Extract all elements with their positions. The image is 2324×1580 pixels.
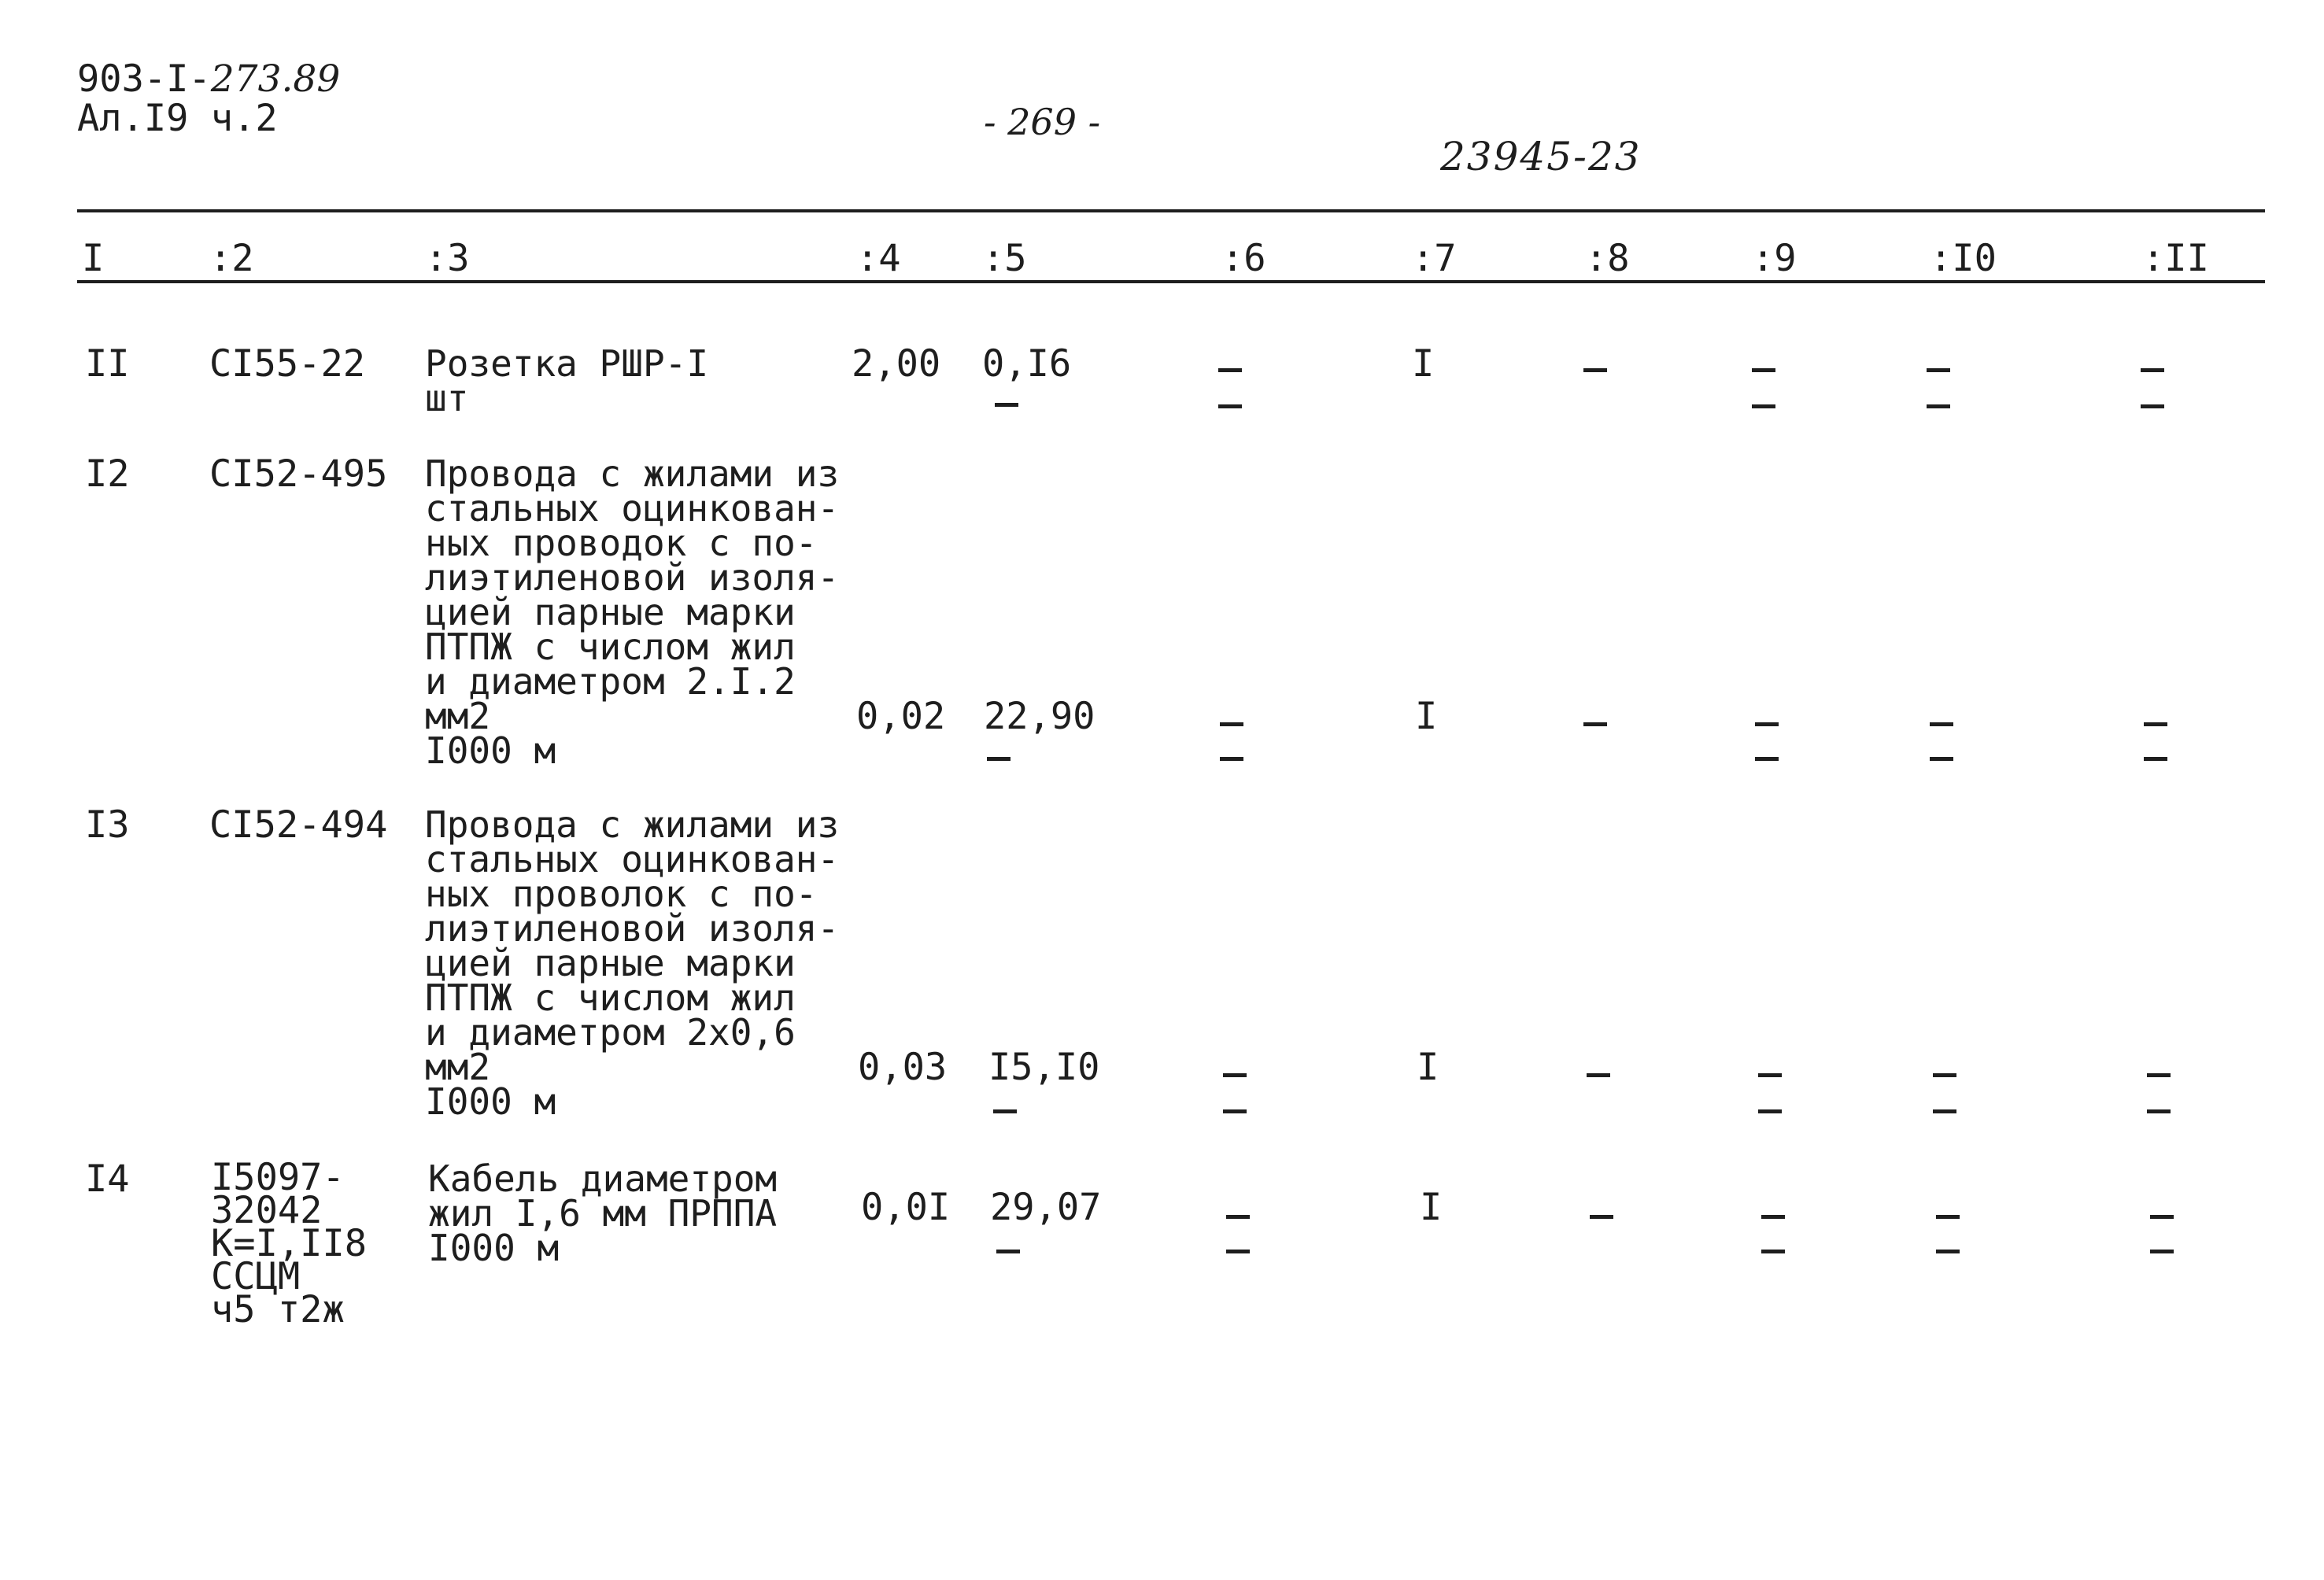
dash-mark (1223, 1109, 1247, 1113)
dash-mark (1930, 722, 1953, 726)
row-number: I4 (85, 1157, 130, 1201)
sheet-code: 23945-23 (1440, 134, 1642, 179)
dash-mark (1218, 368, 1242, 372)
dash-mark (995, 403, 1018, 407)
row-col5: I5,I0 (988, 1046, 1100, 1089)
dash-mark (1936, 1250, 1960, 1253)
dash-mark (2150, 1250, 2174, 1253)
dash-mark (1590, 1215, 1613, 1219)
dash-mark (1758, 1073, 1782, 1077)
row-number: I2 (85, 452, 130, 496)
dash-mark (1927, 404, 1950, 408)
row-number: I3 (85, 803, 130, 847)
column-header-9: :9 (1752, 237, 1797, 280)
dash-mark (1223, 1073, 1247, 1077)
album-label: Ал.I9 ч.2 (77, 97, 278, 140)
dash-mark (1933, 1073, 1956, 1077)
column-header-2: :2 (209, 237, 254, 280)
row-code: CI55-22 (209, 342, 366, 386)
row-col5: 29,07 (990, 1186, 1102, 1229)
row-description: Розетка РШР-I шт (425, 342, 709, 419)
dash-mark (2147, 1073, 2171, 1077)
table-header-rule (77, 280, 2265, 283)
dash-mark (2144, 722, 2167, 726)
row-description: Кабель диаметром жил I,6 мм ПРППА I000 м (428, 1157, 778, 1269)
dash-mark (1226, 1215, 1250, 1219)
row-code: CI52-495 (209, 452, 388, 496)
row-col7: I (1417, 1046, 1439, 1089)
column-header-7: :7 (1412, 237, 1457, 280)
row-col7: I (1415, 695, 1438, 738)
dash-mark (1218, 404, 1242, 408)
table-top-rule (77, 209, 2265, 212)
row-col4: 2,00 (852, 342, 941, 386)
column-header-1: I (82, 237, 105, 280)
column-header-8: :8 (1585, 237, 1630, 280)
row-description: Провода с жилами из стальных оцинкован- ных проволок с по- лиэтиленовой изоля- цией парные марки ПТПЖ с числом жил и диаметром 2х0,6 мм2 I000 м (425, 803, 840, 1123)
row-col4: 0,03 (858, 1046, 948, 1089)
column-header-5: :5 (982, 237, 1027, 280)
document-code-handwritten: 273.89 (210, 57, 341, 101)
dash-mark (1755, 722, 1779, 726)
dash-mark (1936, 1215, 1960, 1219)
dash-mark (1752, 404, 1775, 408)
document-code: 903-I-273.89 (77, 57, 341, 101)
column-header-10: :I0 (1930, 237, 1997, 280)
row-description: Провода с жилами из стальных оцинкован- ных проводок с по- лиэтиленовой изоля- цией парные марки ПТПЖ с числом жил и диаметром 2.I.2 мм2 I000 м (425, 452, 840, 772)
dash-mark (2141, 368, 2164, 372)
column-header-11: :II (2142, 237, 2209, 280)
dash-mark (1220, 722, 1243, 726)
column-header-4: :4 (856, 237, 901, 280)
dash-mark (1752, 368, 1775, 372)
row-code: I5097- 32042 К=I,II8 ССЦМ ч5 т2ж (211, 1156, 368, 1331)
dash-mark (2147, 1109, 2171, 1113)
dash-mark (1761, 1250, 1785, 1253)
dash-mark (1755, 757, 1779, 761)
dash-mark (1583, 368, 1607, 372)
dash-mark (2144, 757, 2167, 761)
dash-mark (1933, 1109, 1956, 1113)
dash-mark (993, 1109, 1017, 1113)
dash-mark (987, 757, 1011, 761)
dash-mark (1226, 1250, 1250, 1253)
dash-mark (1927, 368, 1950, 372)
row-col5: 22,90 (984, 695, 1095, 738)
dash-mark (1930, 757, 1953, 761)
row-col7: I (1420, 1186, 1443, 1229)
dash-mark (996, 1250, 1020, 1253)
dash-mark (2150, 1215, 2174, 1219)
row-number: II (85, 342, 130, 386)
column-header-6: :6 (1221, 237, 1266, 280)
column-header-3: :3 (425, 237, 470, 280)
row-col7: I (1412, 342, 1435, 386)
row-col4: 0,0I (861, 1186, 951, 1229)
row-col5: 0,I6 (982, 342, 1072, 386)
dash-mark (1220, 757, 1243, 761)
dash-mark (2141, 404, 2164, 408)
dash-mark (1583, 722, 1607, 726)
page-number: - 269 - (984, 101, 1101, 143)
row-code: CI52-494 (209, 803, 388, 847)
dash-mark (1587, 1073, 1610, 1077)
row-col4: 0,02 (856, 695, 946, 738)
dash-mark (1758, 1109, 1782, 1113)
dash-mark (1761, 1215, 1785, 1219)
